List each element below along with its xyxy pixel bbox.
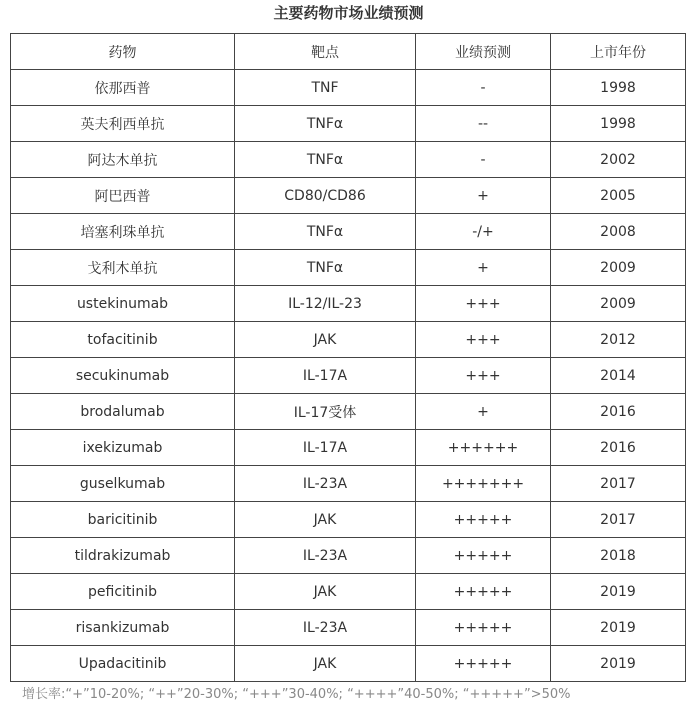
- forecast-cell: +++: [416, 286, 551, 322]
- header-row: [11, 34, 686, 70]
- drug-forecast-table: [10, 33, 686, 682]
- forecast-cell: --: [416, 106, 551, 142]
- drug-cell: tildrakizumab: [11, 538, 235, 574]
- drug-cell: 戈利木单抗: [11, 250, 235, 286]
- forecast-cell: +++: [416, 322, 551, 358]
- drug-cell: brodalumab: [11, 394, 235, 430]
- forecast-cell: +: [416, 178, 551, 214]
- table-row: [11, 106, 686, 142]
- target-cell: JAK: [235, 646, 416, 682]
- forecast-cell: +++++: [416, 574, 551, 610]
- drug-cell: Upadacitinib: [11, 646, 235, 682]
- target-cell: JAK: [235, 502, 416, 538]
- table-row: [11, 70, 686, 106]
- target-cell: JAK: [235, 322, 416, 358]
- launch-year-cell: 1998: [551, 106, 686, 142]
- target-cell: JAK: [235, 574, 416, 610]
- launch-year-cell: 2002: [551, 142, 686, 178]
- forecast-cell: +++++: [416, 502, 551, 538]
- forecast-cell: +: [416, 394, 551, 430]
- forecast-cell: -/+: [416, 214, 551, 250]
- target-cell: TNFα: [235, 142, 416, 178]
- forecast-cell: +++++: [416, 646, 551, 682]
- launch-year-cell: 2017: [551, 502, 686, 538]
- target-cell: TNFα: [235, 106, 416, 142]
- header-launch-year: 上市年份: [551, 34, 686, 70]
- target-cell: TNFα: [235, 250, 416, 286]
- launch-year-cell: 2017: [551, 466, 686, 502]
- target-cell: IL-17受体: [235, 394, 416, 430]
- launch-year-cell: 2014: [551, 358, 686, 394]
- forecast-cell: +++: [416, 358, 551, 394]
- table-row: [11, 322, 686, 358]
- table-row: [11, 358, 686, 394]
- launch-year-cell: 2018: [551, 538, 686, 574]
- launch-year-cell: 2019: [551, 574, 686, 610]
- table-row: [11, 178, 686, 214]
- drug-cell: ustekinumab: [11, 286, 235, 322]
- table-body: [11, 70, 686, 682]
- table-row: [11, 610, 686, 646]
- target-cell: IL-23A: [235, 610, 416, 646]
- launch-year-cell: 2005: [551, 178, 686, 214]
- forecast-cell: +++++: [416, 538, 551, 574]
- drug-cell: 依那西普: [11, 70, 235, 106]
- header-forecast: 业绩预测: [416, 34, 551, 70]
- table-row: [11, 142, 686, 178]
- launch-year-cell: 2016: [551, 430, 686, 466]
- target-cell: CD80/CD86: [235, 178, 416, 214]
- table-row: [11, 250, 686, 286]
- table-row: [11, 286, 686, 322]
- launch-year-cell: 2008: [551, 214, 686, 250]
- target-cell: IL-23A: [235, 538, 416, 574]
- launch-year-cell: 2019: [551, 610, 686, 646]
- launch-year-cell: 2019: [551, 646, 686, 682]
- table-row: [11, 214, 686, 250]
- header-drug: 药物: [11, 34, 235, 70]
- forecast-cell: +: [416, 250, 551, 286]
- target-cell: IL-12/IL-23: [235, 286, 416, 322]
- drug-cell: guselkumab: [11, 466, 235, 502]
- forecast-cell: +++++: [416, 610, 551, 646]
- header-target: 靶点: [235, 34, 416, 70]
- forecast-cell: ++++++: [416, 430, 551, 466]
- drug-cell: 阿达木单抗: [11, 142, 235, 178]
- launch-year-cell: 2016: [551, 394, 686, 430]
- table-title: 主要药物市场业绩预测: [273, 4, 424, 22]
- drug-cell: baricitinib: [11, 502, 235, 538]
- drug-cell: peficitinib: [11, 574, 235, 610]
- target-cell: TNF: [235, 70, 416, 106]
- table-row: [11, 394, 686, 430]
- table-row: [11, 646, 686, 682]
- table-row: [11, 430, 686, 466]
- drug-cell: tofacitinib: [11, 322, 235, 358]
- drug-cell: 阿巴西普: [11, 178, 235, 214]
- target-cell: IL-17A: [235, 358, 416, 394]
- table-row: [11, 466, 686, 502]
- launch-year-cell: 2009: [551, 286, 686, 322]
- target-cell: IL-23A: [235, 466, 416, 502]
- footnote: 增长率:“+”10-20%; “++”20-30%; “+++”30-40%; “++++”40-50%; “+++++”>50%: [22, 687, 571, 702]
- forecast-cell: -: [416, 70, 551, 106]
- target-cell: IL-17A: [235, 430, 416, 466]
- launch-year-cell: 2009: [551, 250, 686, 286]
- forecast-cell: +++++++: [416, 466, 551, 502]
- launch-year-cell: 1998: [551, 70, 686, 106]
- drug-cell: 英夫利西单抗: [11, 106, 235, 142]
- drug-cell: secukinumab: [11, 358, 235, 394]
- drug-cell: 培塞利珠单抗: [11, 214, 235, 250]
- launch-year-cell: 2012: [551, 322, 686, 358]
- table-row: [11, 574, 686, 610]
- forecast-cell: -: [416, 142, 551, 178]
- table-row: [11, 502, 686, 538]
- drug-cell: ixekizumab: [11, 430, 235, 466]
- table-row: [11, 538, 686, 574]
- drug-cell: risankizumab: [11, 610, 235, 646]
- target-cell: TNFα: [235, 214, 416, 250]
